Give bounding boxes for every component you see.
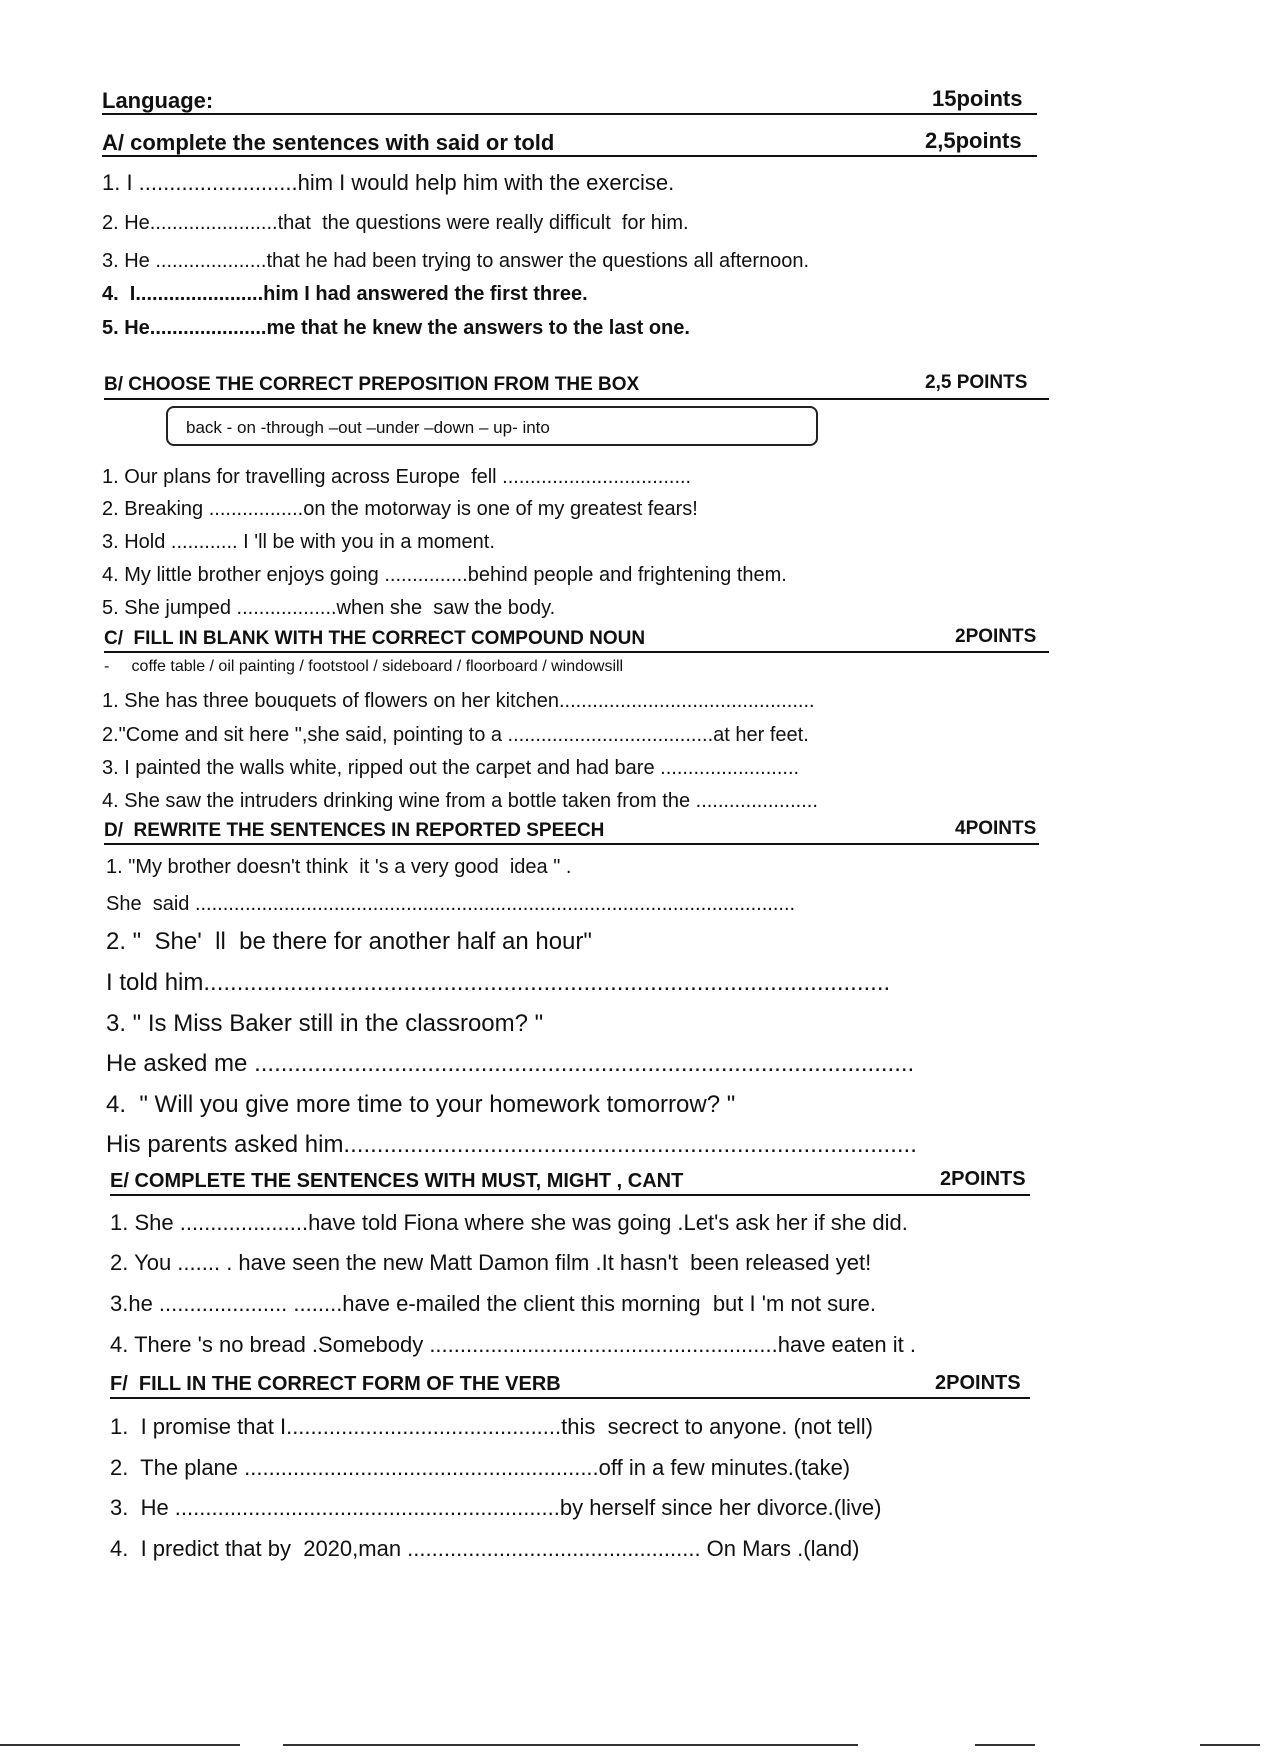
section-d-quote: 2. " She' ll be there for another half an hour" xyxy=(106,928,592,955)
section-b-title: B/ CHOOSE THE CORRECT PREPOSITION FROM THE BOX xyxy=(104,374,640,395)
section-f-item: 4. I predict that by 2020,man ................................................ On Mars .(land) xyxy=(110,1536,860,1561)
section-f-underline xyxy=(110,1397,1030,1399)
section-c-item: 2."Come and sit here ",she said, pointing to a .....................................at her feet. xyxy=(102,724,809,746)
section-b-points: 2,5 POINTS xyxy=(925,372,1028,393)
preposition-box-text: back - on -through –out –under –down – up- into xyxy=(186,418,550,437)
section-d-answer: He asked me ................................................................................................... xyxy=(106,1050,915,1077)
section-a-underline xyxy=(102,155,1037,157)
section-a-item: 4. I.......................him I had answered the first three. xyxy=(102,283,588,305)
section-c-title: C/ FILL IN BLANK WITH THE CORRECT COMPOUND NOUN xyxy=(104,628,646,649)
footer-rule xyxy=(0,1744,240,1746)
section-d-quote: 4. " Will you give more time to your homework tomorrow? " xyxy=(106,1091,736,1118)
section-f-item: 3. He ...............................................................by herself since her divorce.(live) xyxy=(110,1495,882,1520)
section-a-points: 2,5points xyxy=(925,128,1022,153)
section-d-answer: His parents asked him...................................................................................... xyxy=(106,1131,917,1158)
section-b-item: 5. She jumped ..................when she saw the body. xyxy=(102,597,556,619)
section-d-quote: 1. "My brother doesn't think it 's a very good idea " . xyxy=(106,856,572,878)
section-b-underline xyxy=(104,398,1049,400)
section-f-points: 2POINTS xyxy=(935,1372,1021,1394)
language-points: 15points xyxy=(932,86,1023,111)
section-d-points: 4POINTS xyxy=(955,818,1037,839)
section-b-item: 3. Hold ............ I 'll be with you in a moment. xyxy=(102,531,495,553)
section-f-item: 1. I promise that I.............................................this secrect to anyone. (not tell) xyxy=(110,1414,873,1439)
section-c-item: 1. She has three bouquets of flowers on her kitchen.............................................. xyxy=(102,690,815,712)
section-c-item: 3. I painted the walls white, ripped out the carpet and had bare ......................... xyxy=(102,757,800,779)
section-e-item: 3.he ..................... ........have e-mailed the client this morning but I 'm not sure. xyxy=(110,1291,876,1316)
language-title: Language: xyxy=(102,88,214,113)
section-e-item: 1. She .....................have told Fiona where she was going .Let's ask her if she did. xyxy=(110,1210,908,1235)
section-a-item: 5. He.....................me that he knew the answers to the last one. xyxy=(102,317,690,339)
section-f-title: F/ FILL IN THE CORRECT FORM OF THE VERB xyxy=(110,1373,561,1395)
section-c-points: 2POINTS xyxy=(955,626,1037,647)
section-a-item: 3. He ....................that he had been trying to answer the questions all afternoon. xyxy=(102,250,810,272)
section-a-title: A/ complete the sentences with said or told xyxy=(102,130,555,155)
compound-noun-list: - coffe table / oil painting / footstool / sideboard / floorboard / windowsill xyxy=(104,658,624,675)
section-e-item: 2. You ....... . have seen the new Matt Damon film .It hasn't been released yet! xyxy=(110,1250,872,1275)
footer-rule xyxy=(1200,1744,1260,1746)
section-d-answer: She said ............................................................................................................ xyxy=(106,893,796,915)
section-c-underline xyxy=(104,651,1049,653)
section-e-item: 4. There 's no bread .Somebody .........................................................have eaten it . xyxy=(110,1332,916,1357)
section-d-underline xyxy=(104,843,1039,845)
section-d-quote: 3. " Is Miss Baker still in the classroom? " xyxy=(106,1010,544,1037)
section-e-title: E/ COMPLETE THE SENTENCES WITH MUST, MIGHT , CANT xyxy=(110,1170,684,1192)
section-d-title: D/ REWRITE THE SENTENCES IN REPORTED SPEECH xyxy=(104,820,605,841)
section-e-points: 2POINTS xyxy=(940,1168,1026,1190)
section-a-item: 1. I ..........................him I would help him with the exercise. xyxy=(102,170,675,195)
section-d-answer: I told him....................................................................................................... xyxy=(106,969,891,996)
language-underline xyxy=(102,113,1037,115)
section-a-item: 2. He.......................that the questions were really difficult for him. xyxy=(102,212,689,234)
section-f-item: 2. The plane ..........................................................off in a few minutes.(take) xyxy=(110,1455,851,1480)
section-c-item: 4. She saw the intruders drinking wine from a bottle taken from the ...................... xyxy=(102,790,818,812)
section-b-item: 4. My little brother enjoys going ...............behind people and frightening them. xyxy=(102,564,787,586)
section-b-item: 1. Our plans for travelling across Europe fell .................................. xyxy=(102,466,692,488)
footer-rule xyxy=(283,1744,858,1746)
section-e-underline xyxy=(110,1194,1030,1196)
footer-rule xyxy=(975,1744,1035,1746)
section-b-item: 2. Breaking .................on the motorway is one of my greatest fears! xyxy=(102,498,698,520)
